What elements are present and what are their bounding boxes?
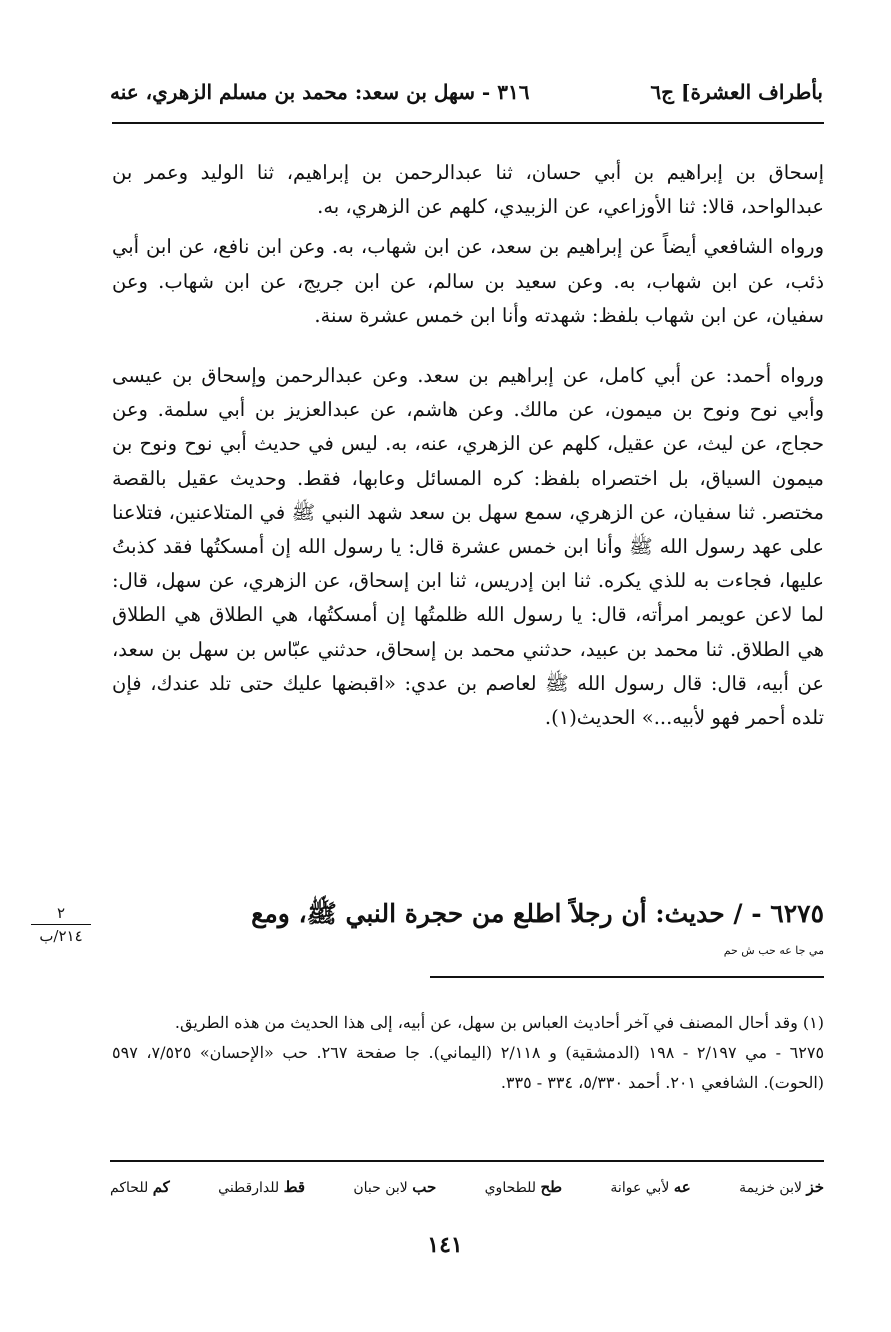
- hadith-heading: ٦٢٧٥ - / حديث: أن رجلاً اطلع من حجرة النبي ﷺ، ومع: [251, 899, 824, 928]
- abbreviation-key: [110, 1178, 824, 1196]
- abbrev-item: حب لابن حبان: [353, 1178, 437, 1196]
- hadith-sigla: مي جا عه حب ش حم: [723, 944, 824, 957]
- paragraph: ورواه الشافعي أيضاً عن إبراهيم بن سعد، عن ابن شهاب، به. وعن ابن نافع، عن ابن أبي ذئب، عن ابن شهاب، به. وعن سعيد بن سالم، عن ابن جريج، عن ابن شهاب. وعن سفيان، عن ابن شهاب بلفظ: شهدته وأنا ابن خمس عشرة سنة.: [112, 235, 824, 327]
- folio-numerator: ٢: [56, 904, 66, 922]
- abbrev-item: قط للدارقطني: [218, 1178, 306, 1196]
- page-number: ١٤١: [427, 1232, 463, 1258]
- footnotes: [112, 1008, 824, 1098]
- abbreviations-rule: [110, 1160, 824, 1162]
- folio-denominator: ٢١٤/ب: [39, 927, 83, 945]
- folio-divider: [31, 924, 91, 925]
- main-text: [112, 156, 824, 735]
- header-rule: [112, 122, 824, 124]
- header-entry: ٣١٦ - سهل بن سعد: محمد بن مسلم الزهري، عنه: [110, 80, 530, 104]
- header-book-volume: بأطراف العشرة] ج٦: [650, 80, 823, 104]
- running-header: [110, 64, 823, 104]
- abbrev-item: عه لأبي عوانة: [610, 1178, 691, 1196]
- footnote-rule: [430, 976, 824, 978]
- footnote: ٦٢٧٥ - مي ٢/١٩٧ - ١٩٨ (الدمشقية) و ٢/١١٨ (اليماني). جا صفحة ٢٦٧. حب «الإحسان» ٧/٥٢٥، ٥٩٧ (الحوت). الشافعي ٢٠١. أحمد ٥/٣٣٠، ٣٣٤ - ٣٣٥.: [112, 1043, 825, 1092]
- manuscript-folio-note: [26, 904, 96, 945]
- paragraph: ورواه أحمد: عن أبي كامل، عن إبراهيم بن سعد. وعن عبدالرحمن وإسحاق بن عيسى وأبي نوح ونوح بن ميمون، عن مالك. وعن هاشم، عن عبدالعزيز بن أبي سلمة. وعن حجاج، عن ليث، عن عقيل، كلهم عن الزهري، عنه، به. ليس في حديث أبي نوح ونوح بن ميمون السياق، بل اختصراه بلفظ: كره المسائل وعابها، فقط. وحديث عقيل بالقصة مختصر. ثنا سفيان، عن الزهري، سمع سهل بن سعد شهد النبي ﷺ في المتلاعنين، فتلاعنا على عهد رسول الله ﷺ وأنا ابن خمس عشرة قال: يا رسول الله إن أمسكتُها فقد كذبتُ عليها، فجاءت به للذي يكره. ثنا ابن إدريس، ثنا ابن إسحاق، عن الزهري، عن سهل، قال: لما لاعن عويمر امرأته، قال: يا رسول الله ظلمتُها إن أمسكتُها، هي الطلاق هي الطلاق هي الطلاق. ثنا محمد بن عبيد، حدثني محمد بن إسحاق، حدثني عبّاس بن سهل بن سعد، عن أبيه، قال: قال رسول الله ﷺ لعاصم بن عدي: «اقبضها عليك حتى تلد عندك، فإن تلده أحمر فهو لأبيه...» الحديث(١).: [112, 364, 824, 730]
- paragraph: إسحاق بن إبراهيم بن أبي حسان، ثنا عبدالرحمن بن إبراهيم، ثنا الوليد وعمر بن عبدالواحد، قالا: ثنا الأوزاعي، عن الزبيدي، كلهم عن الزهري، به.: [112, 161, 824, 219]
- footnote: (١) وقد أحال المصنف في آخر أحاديث العباس بن سهل، عن أبيه، إلى هذا الحديث من هذه الطريق.: [174, 1013, 824, 1032]
- abbrev-item: طح للطحاوي: [484, 1178, 563, 1196]
- abbrev-item: كم للحاكم: [110, 1178, 170, 1196]
- abbrev-item: خز لابن خزيمة: [739, 1178, 824, 1196]
